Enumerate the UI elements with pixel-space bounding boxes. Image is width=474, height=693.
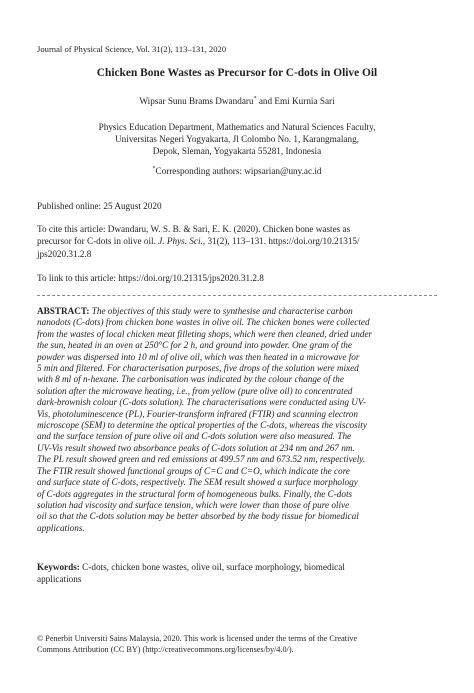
author-rest: and Emi Kurnia Sari <box>256 96 335 107</box>
abstract-line: from the wastes of local chicken meat filleting shops, which were then cleaned, dried under <box>37 328 373 339</box>
abstract-line: Vis, photoluminescence (PL), Fourier-transform infrared (FTIR) and scanning electron <box>37 408 358 419</box>
keywords-line <box>37 561 437 573</box>
published-date: Published online: 25 August 2020 <box>37 201 162 211</box>
abstract-text: The objectives of this study were to synthesise and characterise carbon <box>91 306 353 316</box>
article-title: Chicken Bone Wastes as Precursor for C-dots in Olive Oil <box>96 67 378 79</box>
citation-text: , 31(2), 113–131. https://doi.org/10.21315/ <box>202 236 360 247</box>
corresponding-text: Corresponding authors: wipsarian@uny.ac.id <box>155 166 322 177</box>
keywords-line: applications <box>37 574 82 584</box>
abstract-line: and surface state of C-dots, respectively. The SEM result showed a surface morphology <box>37 477 358 488</box>
abstract-line: of C-dots aggregates in the structural form of homogeneous bulks. Finally, the C-dots <box>37 488 353 499</box>
abstract-line: solution after the microwave heating, i.e., from yellow (pure olive oil) to concentrated <box>37 385 353 396</box>
citation-line <box>37 235 437 247</box>
abstract-label: ABSTRACT: <box>37 306 92 316</box>
keywords <box>37 561 437 585</box>
author-first: Wipsar Sunu Brams Dwandaru <box>139 96 254 107</box>
divider <box>37 295 437 296</box>
corresponding-mark: * <box>152 166 156 172</box>
corresponding-mark: * <box>253 96 257 102</box>
abstract-line: with 8 ml of n-hexane. The carbonisation was indicated by the colour change of the <box>37 374 344 385</box>
citation <box>37 223 437 260</box>
abstract-line <box>37 306 437 317</box>
affiliation-line: Depok, Sleman, Yogyakarta 55281, Indonesia <box>152 146 322 156</box>
citation-line: jps2020.31.2.8 <box>37 248 92 259</box>
abstract-line: oil so that the C-dots solution may be better absorbed by the body tissue for biomedical <box>37 511 359 522</box>
keywords-label: Keywords: <box>37 562 80 572</box>
affiliation-line: Universitas Negeri Yogyakarta, Jl Colombo No. 1, Karangmalang, <box>115 134 359 144</box>
license-footer <box>37 633 437 655</box>
citation-line: To cite this article: Dwandaru, W. S. B. & Sari, E. K. (2020). Chicken bone wastes as <box>37 224 351 234</box>
footer-line: Commons Attribution (CC BY) (http://creativecommons.org/licenses/by/4.0/). <box>37 645 294 654</box>
abstract-line: microscope (SEM) to determine the optical properties of the C-dots, whereas the viscosity <box>37 420 367 431</box>
abstract-line: the sun, heated in an oven at 250°C for 2 h, and ground into powder. One gram of the <box>37 340 352 351</box>
footer-line: © Penerbit Universiti Sains Malaysia, 2020. This work is licensed under the terms of the Creative <box>37 634 358 643</box>
author-list <box>0 96 474 106</box>
keywords-text: C-dots, chicken bone wastes, olive oil, surface morphology, biomedical <box>79 562 345 572</box>
abstract-line: applications. <box>37 522 85 533</box>
abstract <box>37 306 437 534</box>
abstract-line: solution had viscosity and surface tension, which were lower than those of pure olive <box>37 499 350 510</box>
article-link: To link to this article: https://doi.org/10.21315/jps2020.31.2.8 <box>37 273 264 283</box>
abstract-line: nanodots (C-dots) from chicken bone wastes in olive oil. The chicken bones were collected <box>37 317 370 328</box>
affiliation-line: Physics Education Department, Mathematics and Natural Sciences Faculty, <box>98 122 376 132</box>
abstract-line: UV-Vis result showed two absorbance peaks of C-dots solution at 234 nm and 267 nm. <box>37 442 355 453</box>
affiliation <box>0 121 474 157</box>
abstract-line: dark-brownish colour (C-dots solution). The characterisations were conducted using UV- <box>37 397 367 408</box>
abstract-line: powder was dispersed into 10 ml of olive oil, which was then heated in a microwave for <box>37 351 360 362</box>
journal-header: Journal of Physical Science, Vol. 31(2), 113–131, 2020 <box>37 44 227 54</box>
corresponding-author <box>0 166 474 176</box>
abstract-line: and the surface tension of pure olive oil and C-dots solution were also measured. The <box>37 431 352 442</box>
citation-journal: J. Phys. Sci. <box>158 236 203 247</box>
abstract-line: The PL result showed green and red emissions at 499.57 nm and 673.52 nm, respectively. <box>37 454 366 465</box>
abstract-line: The FTIR result showed functional groups of C=C and C=O, which indicate the core <box>37 465 351 476</box>
citation-text: precursor for C-dots in olive oil. <box>37 236 159 247</box>
abstract-line: 5 min and filtered. For characterisation purposes, five drops of the solution were mixed <box>37 363 359 374</box>
